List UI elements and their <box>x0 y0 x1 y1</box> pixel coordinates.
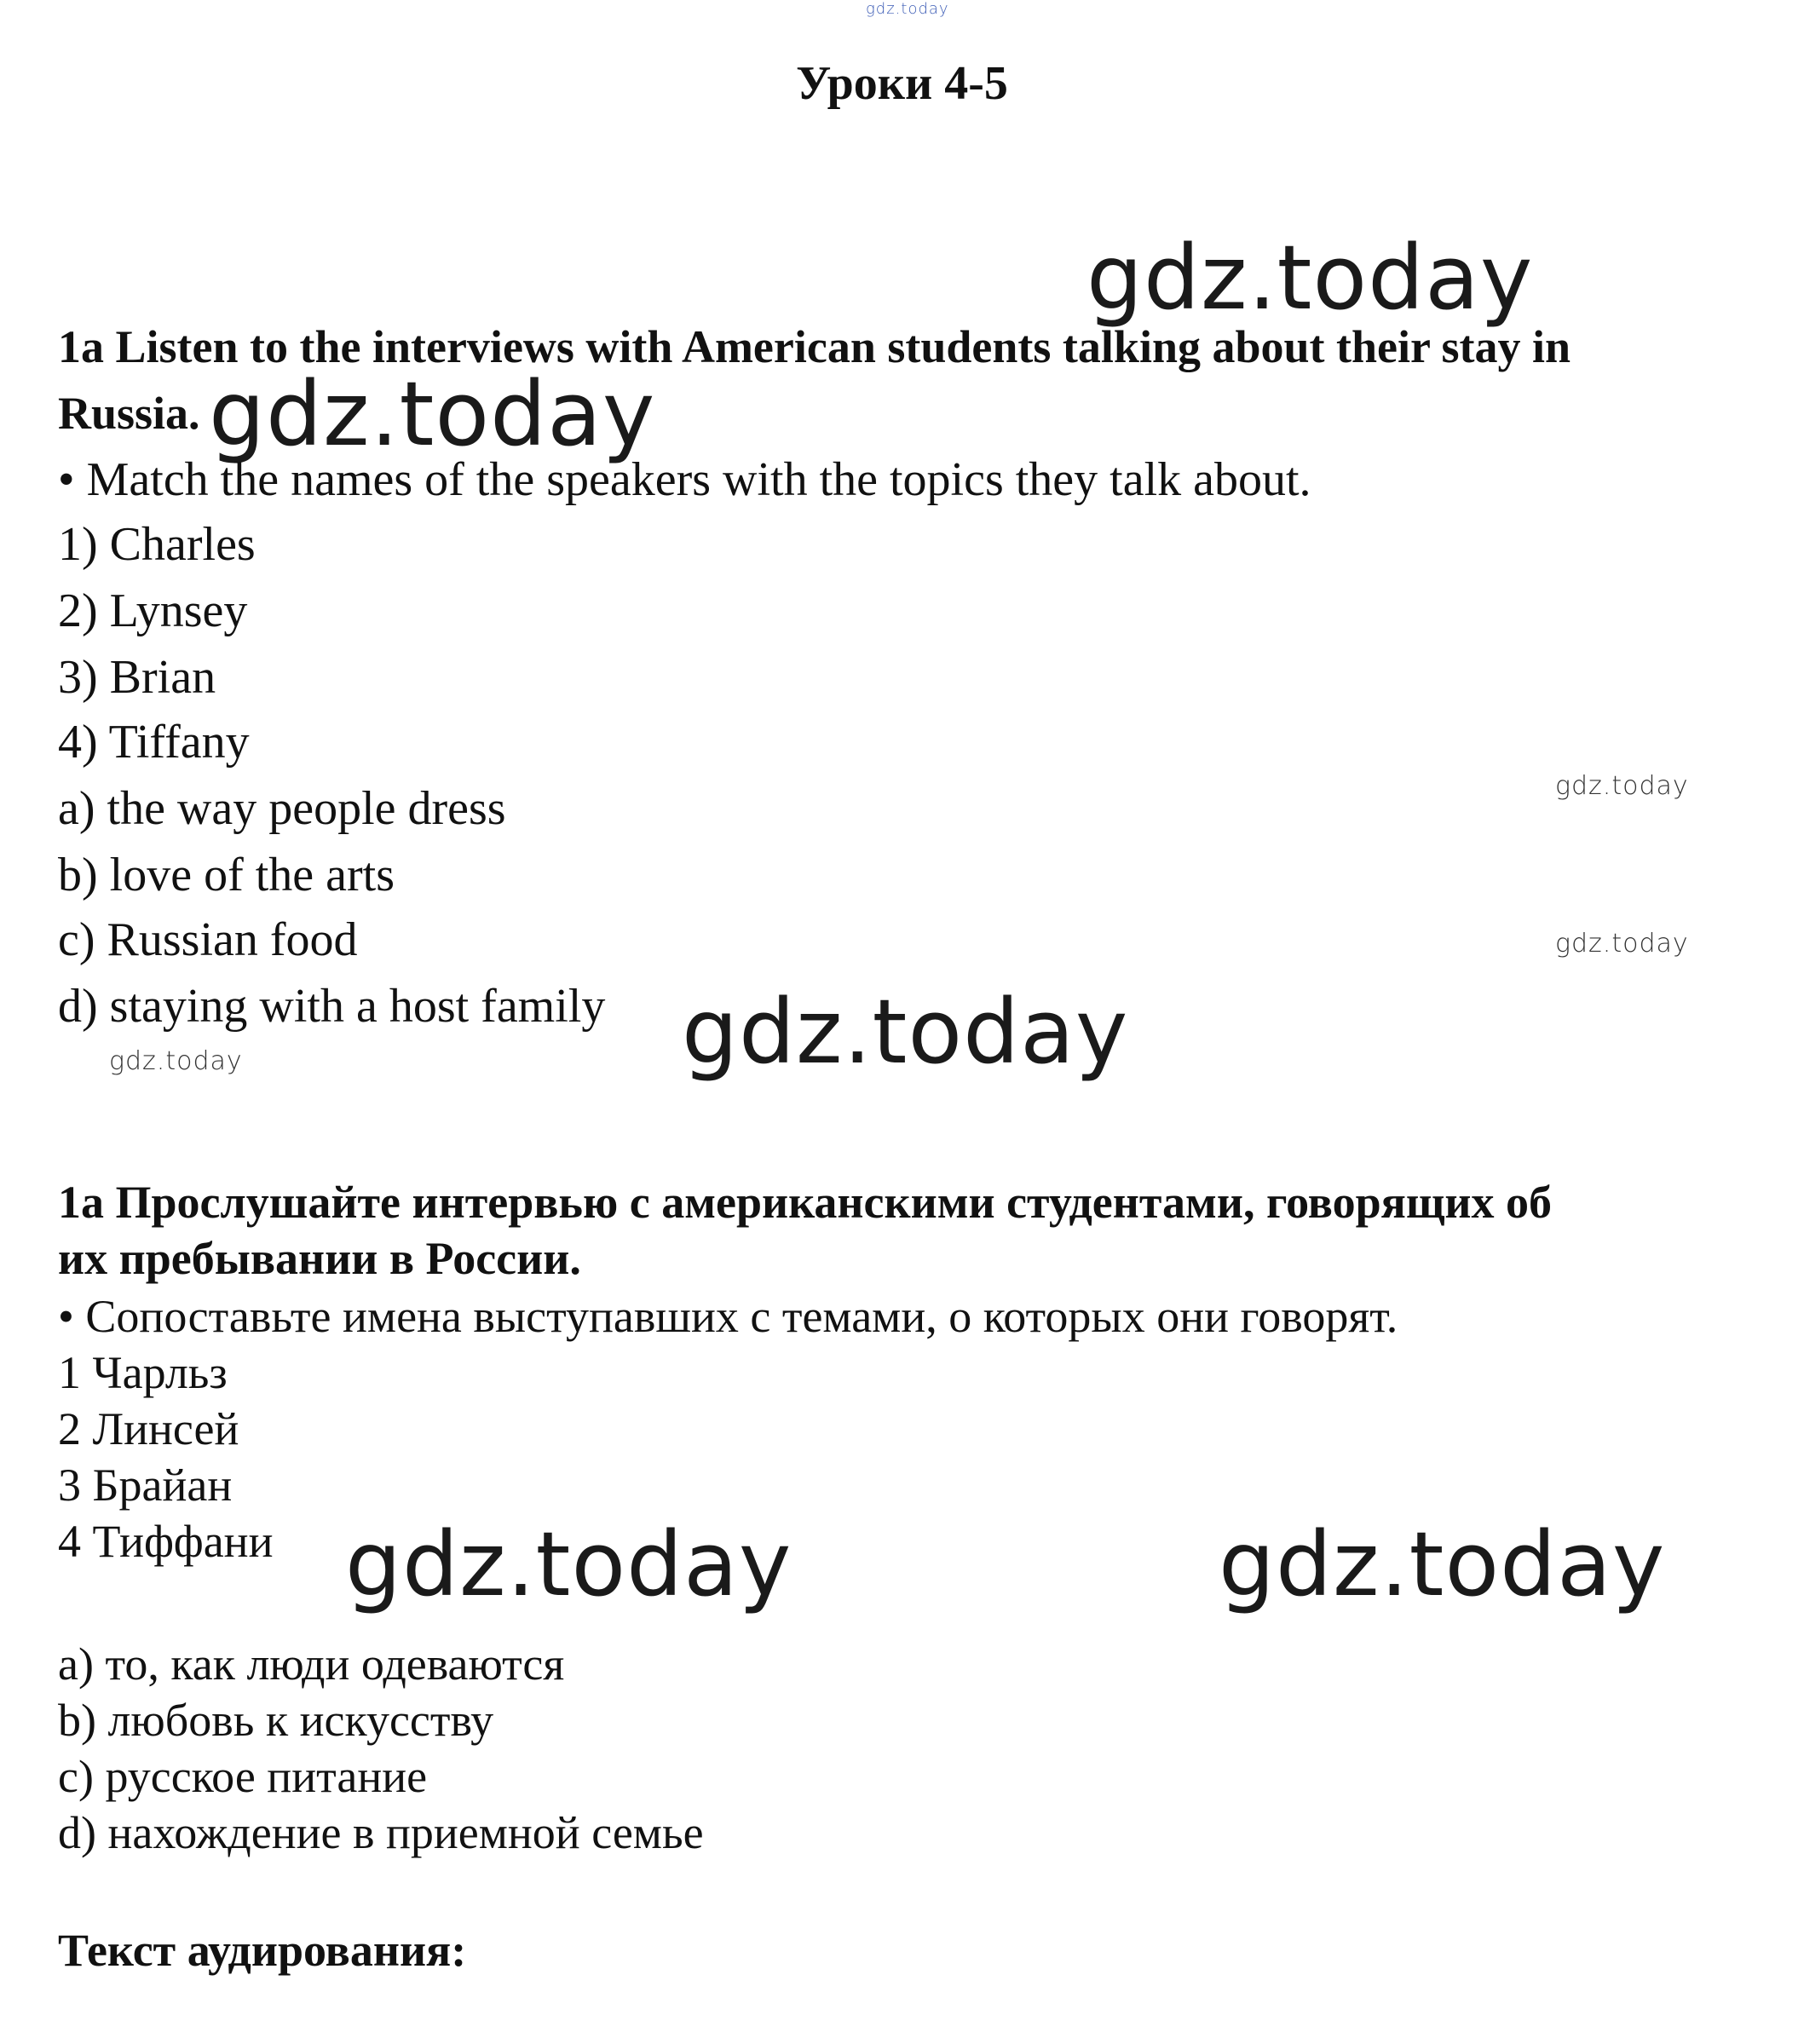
ru-topic-item: b) любовь к искусству <box>58 1695 494 1746</box>
en-speaker-item: 3) Brian <box>58 651 216 704</box>
listening-heading: Текст аудирования: <box>58 1925 467 1976</box>
ru-topic-item: c) русское питание <box>58 1751 428 1802</box>
watermark: gdz.today <box>682 980 1129 1084</box>
en-topic-item: b) love of the arts <box>58 849 395 901</box>
watermark: gdz.today <box>1086 226 1534 330</box>
en-topic-item: d) staying with a host family <box>58 980 606 1033</box>
ru-speaker-item: 4 Тиффани <box>58 1516 274 1567</box>
ru-speaker-item: 3 Брайан <box>58 1460 233 1511</box>
watermark: gdz.today <box>1555 929 1689 959</box>
en-topic-item: a) the way people dress <box>58 782 506 835</box>
ru-topic-item: a) то, как люди одеваются <box>58 1638 565 1690</box>
page-title: Уроки 4-5 <box>796 57 1008 110</box>
en-speaker-item: 4) Tiffany <box>58 716 250 769</box>
en-speaker-item: 1) Charles <box>58 518 256 571</box>
watermark: gdz.today <box>109 1046 243 1076</box>
ru-topic-item: d) нахождение в приемной семье <box>58 1807 704 1858</box>
en-topic-item: c) Russian food <box>58 913 358 966</box>
ru-speaker-item: 1 Чарльз <box>58 1347 228 1398</box>
watermark: gdz.today <box>209 362 656 466</box>
en-heading-line2: Russia. <box>58 388 200 439</box>
watermark-top: gdz.today <box>866 0 949 18</box>
watermark: gdz.today <box>1555 771 1689 801</box>
ru-instruction: • Сопоставьте имена выступавших с темами, о которых они говорят. <box>58 1291 1398 1342</box>
ru-speaker-item: 2 Линсей <box>58 1403 239 1454</box>
ru-heading-line2: их пребывании в России. <box>58 1233 581 1284</box>
ru-heading-line1: 1a Прослушайте интервью с американскими студентами, говорящих об <box>58 1177 1553 1228</box>
en-heading-line1: 1a Listen to the interviews with American students talking about their stay in <box>58 321 1571 372</box>
en-speaker-item: 2) Lynsey <box>58 584 248 637</box>
watermark: gdz.today <box>1219 1512 1666 1616</box>
watermark: gdz.today <box>345 1512 792 1616</box>
en-instruction: • Match the names of the speakers with the topics they talk about. <box>58 453 1311 506</box>
